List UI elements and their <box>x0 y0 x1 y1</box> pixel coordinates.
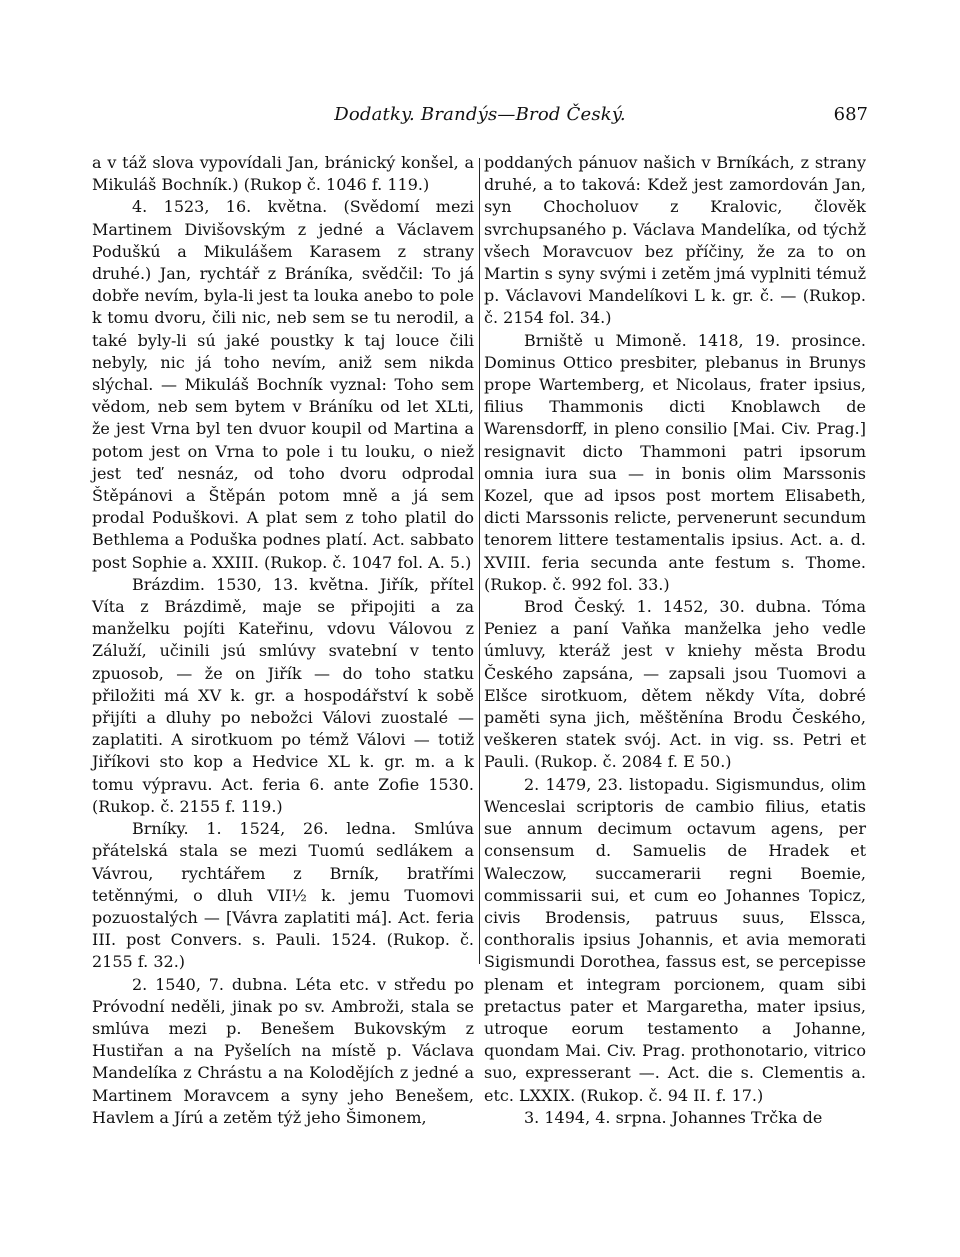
left-column <box>92 152 474 1129</box>
running-title: Dodatky. Brandýs—Brod Český. <box>334 104 626 125</box>
paragraph: 4. 1523, 16. května. (Svědomí mezi Martinem Divišovským z jedné a Václavem Poduškú a Mikulášem Karasem z strany druhé.) Jan, rychtář z Bráníka, svědčil: To já dobře nevím, byla-li jest ta louka anebo to pole k tomu dvoru, čili nic, neb sem se tu nerodil, a také byly-li sú jaké poustky k taj louce čili nebyly, nic já toho nevím, aniž sem nikda slýchal. — Mikuláš Bochník vyznal: Toho sem vědom, neb sem bytem v Bráníku od let XLti, že jest Vrna byl ten dvuor koupil od Martina a potom jest on Vrna to pole i tu louku, o niež jest teď nesnáz, od toho dvoru odprodal Štěpánovi a Štěpán potom mně a já sem prodal Poduškovi. A plat sem z toho platil do Bethlema a Poduška podnes platí. Act. sabbato post Sophie a. XXIII. (Rukop. č. 1047 fol. A. 5.) <box>92 197 474 572</box>
paragraph: Brníky. 1. 1524, 26. ledna. Smlúva přátelská stala se mezi Tuomú sedlákem a Vávrou, rychtářem z Brník, bratřími tetěnnými, o dluh VII½ k. jemu Tuomovi pozuostalých — [Vávra zaplatiti má]. Act. feria III. post Convers. s. Pauli. 1524. (Rukop. č. 2155 f. 32.) <box>92 819 474 972</box>
paragraph: 2. 1540, 7. dubna. Léta etc. v středu po Próvodní neděli, jinak po sv. Ambroži, stala se smlúva mezi p. Benešem Bukovským z Hustiřan a na Pyšelích na místě p. Václava Mandelíka z Chrástu a na Kolodějích z jedné a Martinem Moravcem a syny jeho Benešem, Havlem a Jírú a zetěm týž jeho Šimonem, <box>92 974 474 1127</box>
page-number: 687 <box>833 104 868 125</box>
paragraph: Brod Český. 1. 1452, 30. dubna. Tóma Peniez a paní Vaňka manželka jeho vedle úmluvy, kteráž jest v kniehy města Brodu Českého zapsána, — zapsali jsou Tuomovi a Elšce sirotkuom, dětem někdy Víta, dobré paměti syna jich, měštěnína Brodu Českého, veškeren statek svój. Act. in vig. ss. Petri et Pauli. (Rukop. č. 2084 f. E 50.) <box>484 597 866 772</box>
column-divider <box>479 158 480 964</box>
paragraph: Brázdim. 1530, 13. května. Jiřík, přítel Víta z Brázdimě, maje se připojiti a za manželku pojíti Kateřinu, vdovu Válovou z Záluží, učinili jsú smlúvy svatební v tento zpuosob, — že on Jiřík — do toho statku přiložiti má XV k. gr. a hospodářství k sobě přijíti a dluhy po nebožci Válovi zuostalé — zaplatiti. A sirotkuom po témž Válovi — totiž Jiříkovi sto kop a Hedvice XL k. gr. m. a k tomu výpravu. Act. feria 6. ante Zofie 1530. (Rukop. č. 2155 f. 119.) <box>92 574 474 816</box>
page-header <box>92 104 868 130</box>
paragraph: a v táž slova vypovídali Jan, bránický konšel, a Mikuláš Bochník.) (Rukop č. 1046 f. 119.) <box>92 153 474 195</box>
right-column <box>484 152 866 1129</box>
paragraph: 3. 1494, 4. srpna. Johannes Trčka de <box>524 1107 823 1127</box>
paragraph: poddaných pánuov našich v Brníkách, z strany druhé, a to taková: Kdež jest zamordován Jan, syn Chocholuov z Kralovic, člověk svrchupsaného p. Václava Mandelíka, od týchž všech Moravcuov bez příčiny, že za to on Martin s syny svými i zetěm jmá vyplniti témuž p. Václavovi Mandelíkovi L k. gr. č. — (Rukop. č. 2154 fol. 34.) <box>484 153 866 328</box>
paragraph: Brniště u Mimoně. 1418, 19. prosince. Dominus Ottico presbiter, plebanus in Brunys prope Wartemberg, et Nicolaus, frater ipsius, filius Thammonis dicti Knoblawch de Warensdorff, in pleno consilio [Mai. Civ. Prag.] resignavit dicto Thammoni patri ipsorum omnia iura sua — in bonis olim Marssonis Kozel, que ad ipsos post mortem Elisabeth, dicti Marssonis relicte, pervenerunt secundum tenorem littere testamentalis ipsius. Act. a. d. XVIII. feria secunda ante festum s. Thome. (Rukop. č. 992 fol. 33.) <box>484 330 866 594</box>
paragraph: 2. 1479, 23. listopadu. Sigismundus, olim Wenceslai scriptoris de cambio filius, etatis sue annum decimum octavum agens, per consensum d. Samuelis de Hradek et Waleczow, succamerarii regni Boemie, commissarii sui, et cum eo Johannes Topicz, civis Brodensis, patruus suus, Elssca, conthoralis ipsius Johannis, et avia memorati Sigismundi Dorothea, fassus est, se percepisse plenam et integram porcionem, quam sibi pretactus pater et Margaretha, mater ipsius, utroque eorum testamento a Johanne, quondam Mai. Civ. Prag. prothonotario, vitrico suo, expresserant —. Act. die s. Clementis a. etc. LXXIX. (Rukop. č. 94 II. f. 17.) <box>484 774 866 1105</box>
